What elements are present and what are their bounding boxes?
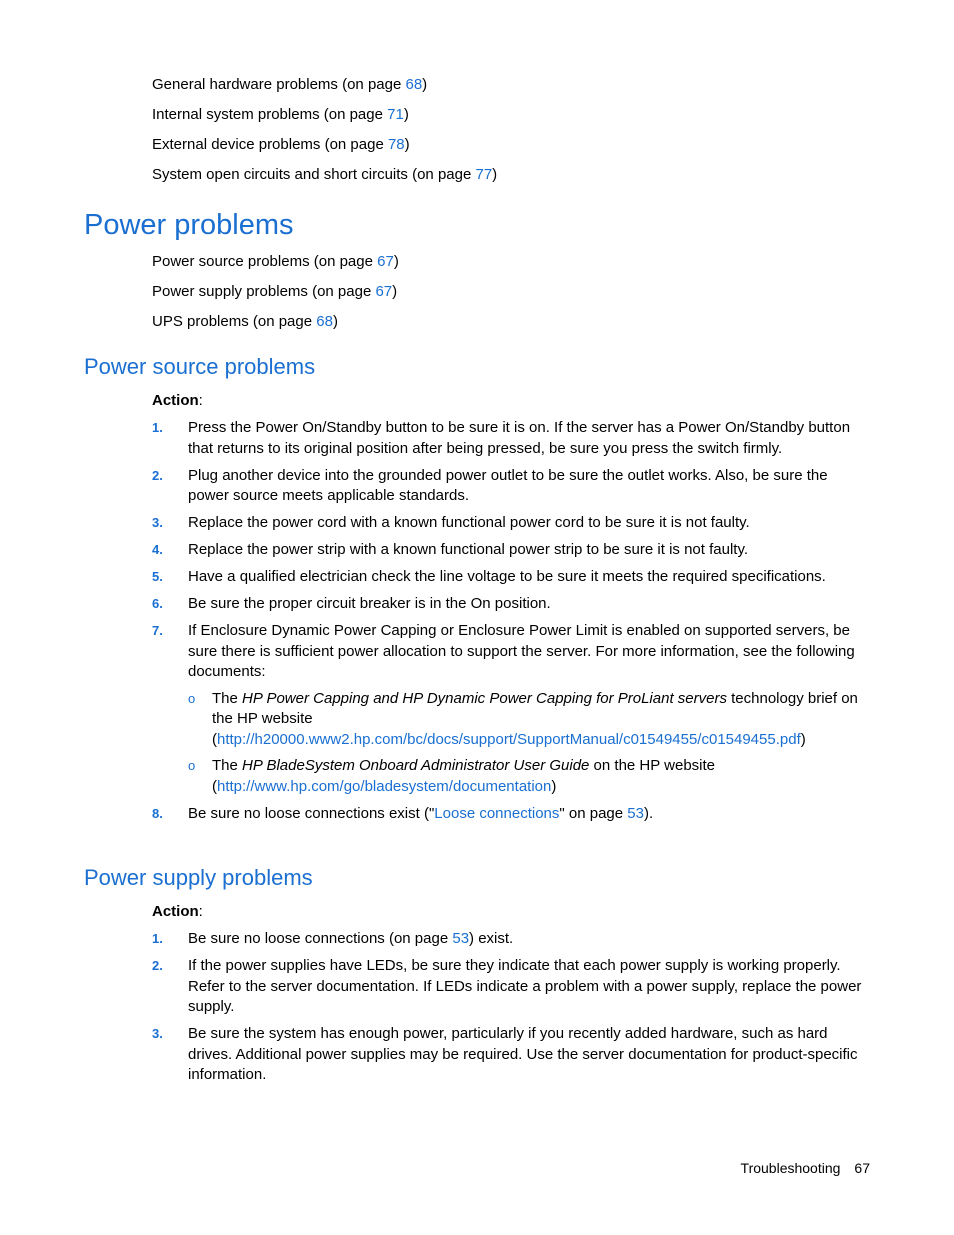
page-link[interactable]: 68	[316, 313, 333, 330]
bullet-icon: o	[188, 758, 196, 773]
list-item: 6. Be sure the proper circuit breaker is in the On position.	[152, 595, 551, 612]
sub-list-item: o The HP Power Capping and HP Dynamic Power Capping for ProLiant servers technology brief on the HP website (http://h20000.www2.hp.com/bc/docs/support/SupportManual/c01549455/c01549455.pdf)	[188, 689, 858, 748]
list-item: 2. Plug another device into the grounded power outlet to be sure the outlet works. Also, be sure the power source meets applicable standards.	[152, 466, 828, 504]
xref-ups: UPS problems (on page 68)	[152, 313, 338, 330]
page-link[interactable]: 68	[405, 76, 423, 93]
list-item: 7. If Enclosure Dynamic Power Capping or Enclosure Power Limit is enabled on supported servers, be sure there is sufficient power allocation to support the server. For more information, see the following documents: o The HP Power Capping and HP Dynamic Power Capping for ProLiant servers technology brief on the HP website (http://h20000.www2.hp.com/bc/docs/support/SupportManual/c01549455/c01549455.pdf) o The HP BladeSystem Onboard Administrator User Guide on the HP website (http://www.hp.com/go/bladesystem/documentation)	[152, 621, 872, 797]
action-label: Action:	[152, 903, 203, 920]
page-link[interactable]: 78	[387, 136, 405, 153]
subsection-title-power-supply: Power supply problems	[84, 865, 313, 890]
loose-connections-link[interactable]: Loose connections	[434, 804, 560, 822]
xref-power-source: Power source problems (on page 67)	[152, 253, 399, 270]
xref-power-supply: Power supply problems (on page 67)	[152, 283, 398, 300]
page-link[interactable]: 67	[375, 283, 393, 300]
page-number: 67	[854, 1160, 870, 1176]
list-item: 3. Replace the power cord with a known functional power cord to be sure it is not faulty.	[152, 514, 750, 531]
list-item: 3. Be sure the system has enough power, particularly if you recently added hardware, such as hard drives. Additional power supplies may be required. Use the server documentation for product-specific information.	[152, 1025, 858, 1083]
list-item: 8. Be sure no loose connections exist ("Loose connections" on page 53).	[152, 804, 654, 822]
page-link[interactable]: 67	[377, 253, 394, 270]
footer-section: Troubleshooting	[740, 1160, 841, 1176]
page-link[interactable]: 71	[387, 106, 404, 123]
page-footer	[741, 1158, 870, 1178]
list-item: 2. If the power supplies have LEDs, be sure they indicate that each power supply is working properly. Refer to the server documentation. If LEDs indicate a problem with a power supply, replace the power supply.	[152, 957, 862, 1015]
action-label: Action:	[152, 392, 203, 409]
section-title-power-problems: Power problems	[84, 209, 294, 241]
list-item: 4. Replace the power strip with a known functional power strip to be sure it is not faulty.	[152, 541, 749, 558]
xref-internal-system: Internal system problems (on page 71)	[152, 106, 409, 123]
power-source-steps	[152, 418, 872, 831]
list-item: 1. Press the Power On/Standby button to be sure it is on. If the server has a Power On/Standby button that returns to its original position after being pressed, be sure you press the switch firmly.	[152, 419, 851, 457]
xref-general-hardware: General hardware problems (on page 68)	[152, 76, 428, 93]
page-link[interactable]: 53	[452, 930, 470, 947]
list-item: 1. Be sure no loose connections (on page 53) exist.	[152, 930, 514, 947]
url-link[interactable]: http://www.hp.com/go/bladesystem/documentation	[217, 777, 552, 795]
sub-list	[188, 689, 872, 798]
xref-open-short-circuits: System open circuits and short circuits (on page 77)	[152, 166, 498, 183]
xref-external-device: External device problems (on page 78)	[152, 136, 410, 153]
bullet-icon: o	[188, 690, 196, 706]
power-supply-steps	[152, 929, 872, 1092]
sub-list-item: o The HP BladeSystem Onboard Administrator User Guide on the HP website (http://www.hp.com/go/bladesystem/documentation)	[188, 757, 716, 795]
list-item: 5. Have a qualified electrician check the line voltage to be sure it meets the required specifications.	[152, 568, 826, 585]
page-link[interactable]: 53	[627, 804, 644, 822]
subsection-title-power-source: Power source problems	[84, 354, 316, 379]
url-link[interactable]: http://h20000.www2.hp.com/bc/docs/support/SupportManual/c01549455/c01549455.pdf	[217, 730, 801, 748]
page-link[interactable]: 77	[475, 166, 493, 183]
